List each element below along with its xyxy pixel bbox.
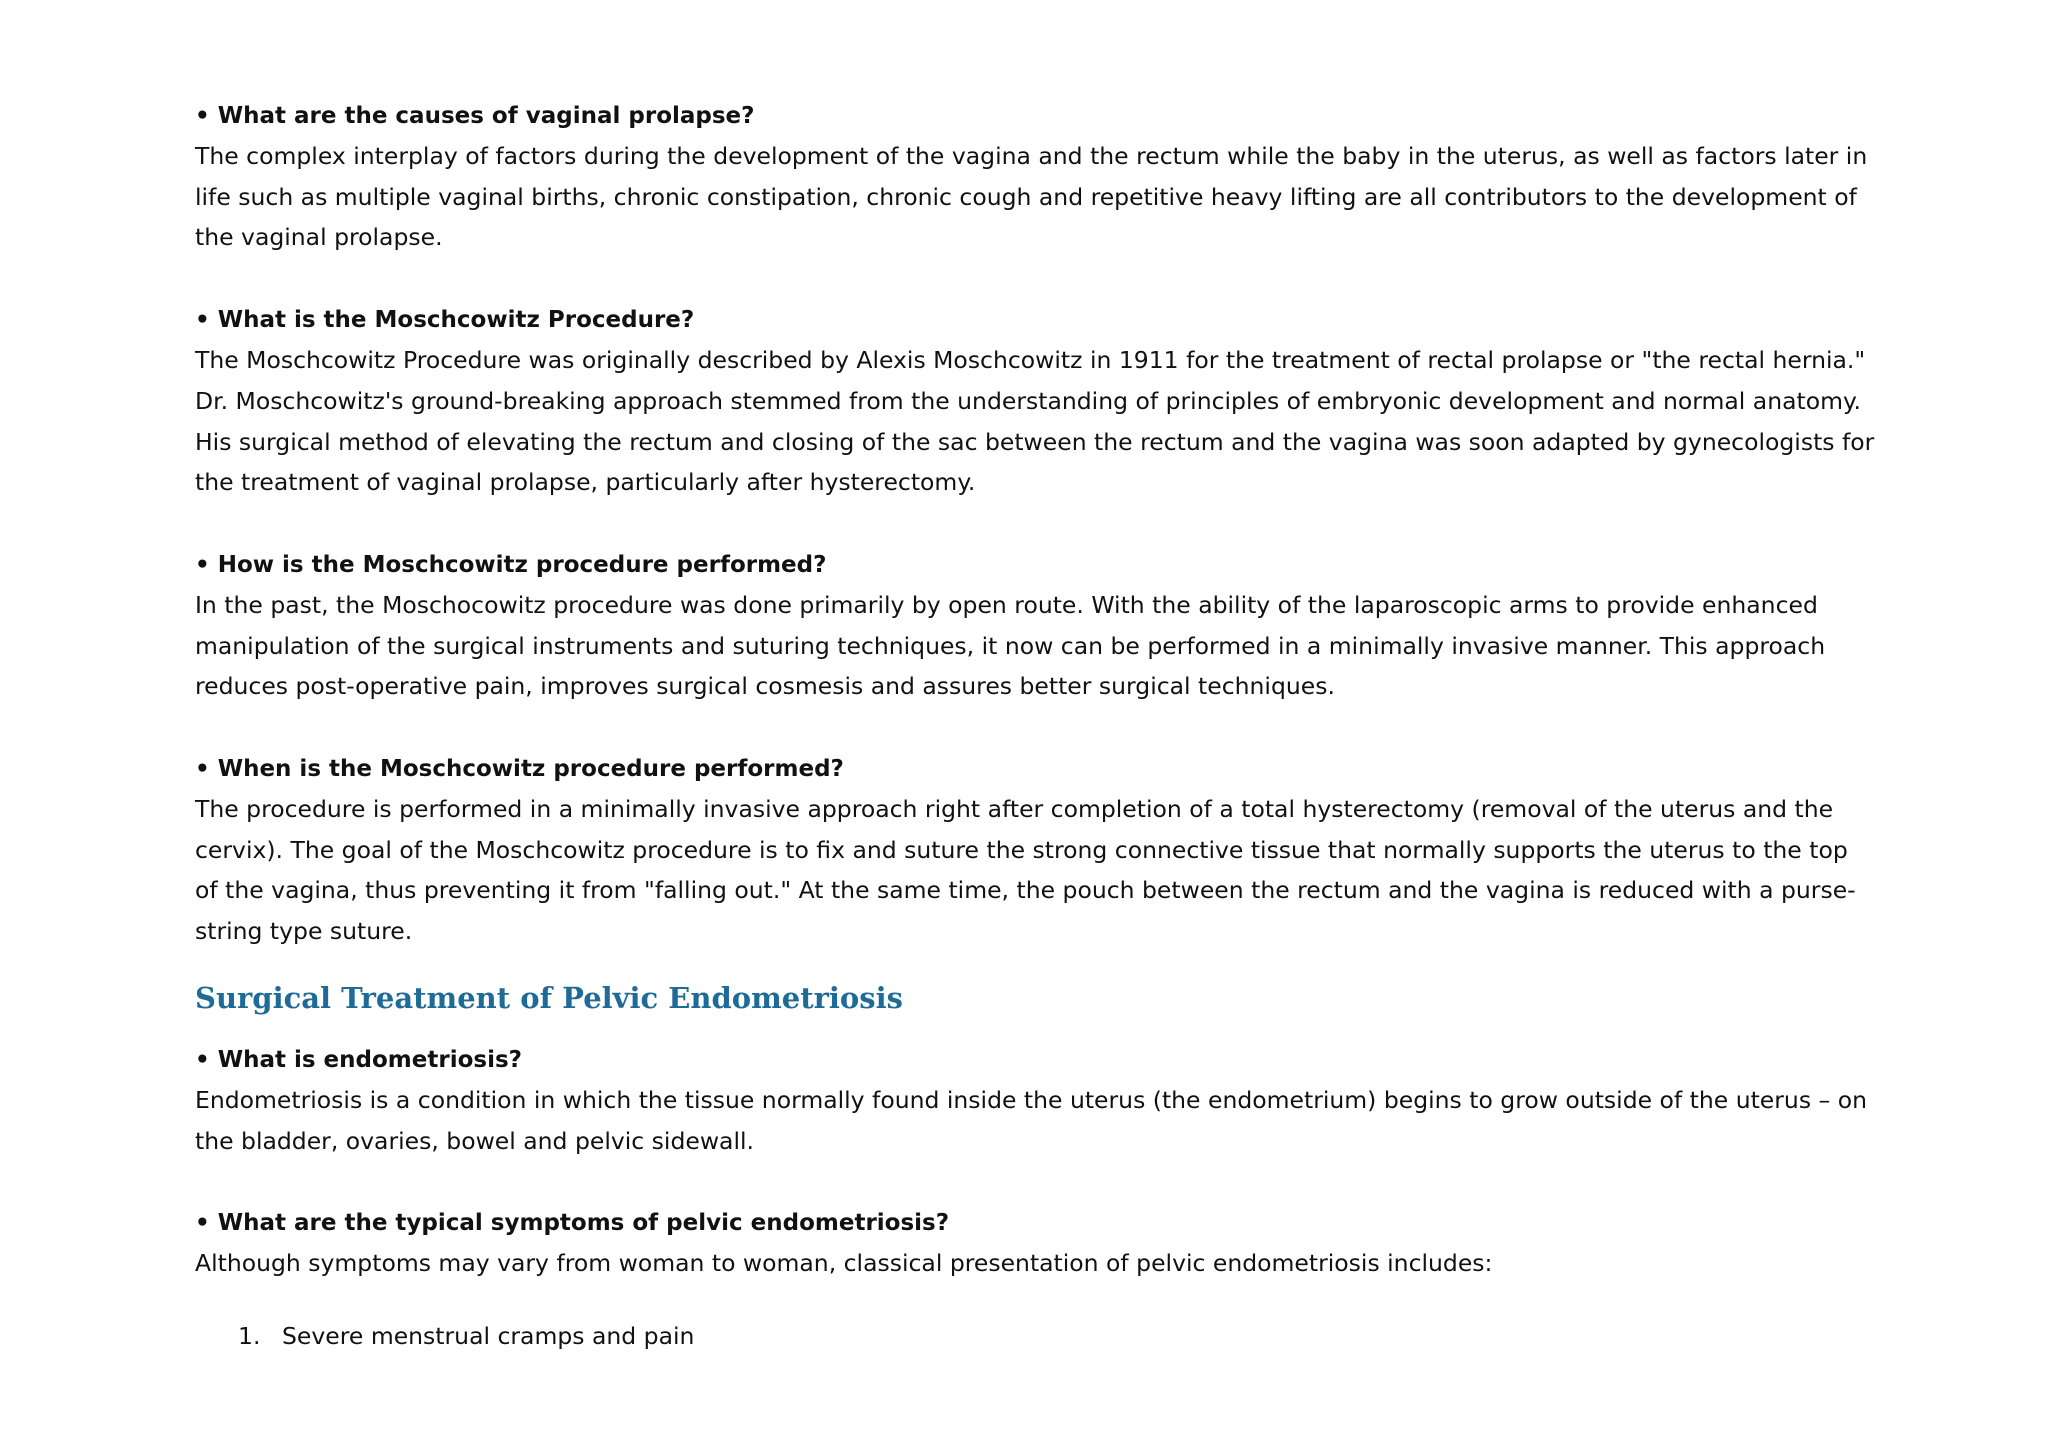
list-item-text: Severe menstrual cramps and pain <box>282 1321 695 1350</box>
spacer <box>195 1161 1875 1203</box>
qa-when-performed <box>195 749 1875 952</box>
document-page <box>195 96 1875 1356</box>
qa-how-performed <box>195 545 1875 707</box>
qa-what-is-endometriosis <box>195 1040 1875 1161</box>
list-item <box>195 1316 1875 1356</box>
qa-causes-of-prolapse <box>195 96 1875 258</box>
question-heading: • What are the typical symptoms of pelvic endometriosis? <box>195 1210 950 1237</box>
answer-paragraph: Endometriosis is a condition in which the tissue normally found inside the uterus (the endometrium) begins to grow outside of the uterus – on the bladder, ovaries, bowel and pelvic sidewall. <box>195 1085 1868 1155</box>
answer-paragraph: The complex interplay of factors during the development of the vagina and the rectum while the baby in the uterus, as well as factors later in life such as multiple vaginal births, chronic constipation, chronic cough and repetitive heavy lifting are all contributors to the development of the vaginal prolapse. <box>195 142 1868 252</box>
answer-paragraph: Although symptoms may vary from woman to woman, classical presentation of pelvic endometriosis includes: <box>195 1249 1493 1278</box>
symptoms-list <box>195 1316 1875 1356</box>
answer-paragraph: The Moschcowitz Procedure was originally described by Alexis Moschcowitz in 1911 for the treatment of rectal prolapse or "the rectal hernia." Dr. Moschcowitz's ground-breaking approach stemmed from the understanding of principles of embryonic development and normal anatomy. His surgical method of elevating the rectum and closing of the sac between the rectum and the vagina was soon adapted by gynecologists for the treatment of vaginal prolapse, particularly after hysterectomy. <box>195 346 1875 497</box>
qa-moschcowitz-procedure <box>195 300 1875 503</box>
spacer <box>195 258 1875 300</box>
spacer <box>195 503 1875 545</box>
question-heading: • How is the Moschcowitz procedure performed? <box>195 551 827 578</box>
question-heading: • What are the causes of vaginal prolapse? <box>195 103 755 129</box>
list-item-number: 1. <box>238 1321 261 1350</box>
question-heading: • When is the Moschcowitz procedure performed? <box>195 756 844 783</box>
answer-paragraph: The procedure is performed in a minimally invasive approach right after completion of a total hysterectomy (removal of the uterus and the cervix). The goal of the Moschcowitz procedure is to fix and suture the strong connective tissue that normally supports the uterus to the top of the vagina, thus preventing it from "falling out." At the same time, the pouch between the rectum and the vagina is reduced with a purse-string type suture. <box>195 795 1856 946</box>
answer-paragraph: In the past, the Moschocowitz procedure was done primarily by open route. With the ability of the laparoscopic arms to provide enhanced manipulation of the surgical instruments and suturing techniques, it now can be performed in a minimally invasive manner. This approach reduces post-operative pain, improves surgical cosmesis and assures better surgical techniques. <box>195 590 1826 701</box>
qa-symptoms <box>195 1203 1875 1284</box>
section-heading-endometriosis: Surgical Treatment of Pelvic Endometriosis <box>195 980 903 1015</box>
question-heading: • What is endometriosis? <box>195 1046 522 1073</box>
spacer <box>195 707 1875 749</box>
question-heading: • What is the Moschcowitz Procedure? <box>195 307 695 334</box>
